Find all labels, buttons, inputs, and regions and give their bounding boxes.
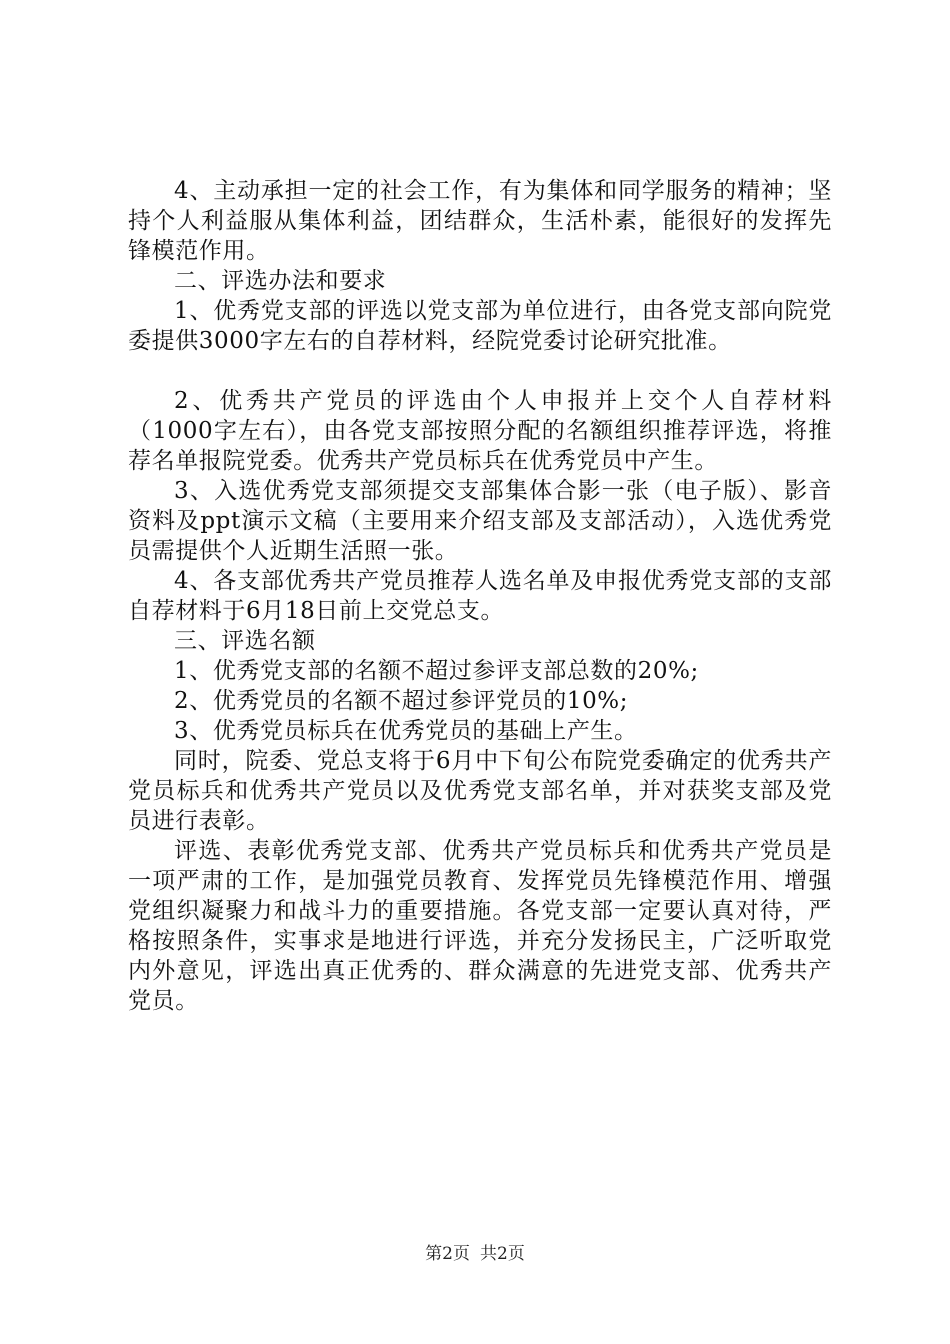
paragraph-item-4: 4、主动承担一定的社会工作，有为集体和同学服务的精神；坚持个人利益服从集体利益，团结群众，生活朴素，能很好的发挥先锋模范作用。 bbox=[128, 178, 832, 264]
paragraph-method-3: 3、入选优秀党支部须提交支部集体合影一张（电子版）、影音资料及ppt演示文稿（主要用来介绍支部及支部活动），入选优秀党员需提供个人近期生活照一张。 bbox=[128, 478, 832, 564]
page-footer bbox=[0, 1243, 950, 1265]
page-number: 第2页 bbox=[425, 1244, 470, 1264]
paragraph-conclusion: 评选、表彰优秀党支部、优秀共产党员标兵和优秀共产党员是一项严肃的工作，是加强党员教育、发挥党员先锋模范作用、增强党组织凝聚力和战斗力的重要措施。各党支部一定要认真对待，严格按照条件，实事求是地进行评选，并充分发扬民主，广泛听取党内外意见，评选出真正优秀的、群众满意的先进党支部、优秀共产党员。 bbox=[128, 838, 832, 1014]
document-body bbox=[128, 176, 832, 1016]
paragraph-method-1: 1、优秀党支部的评选以党支部为单位进行，由各党支部向院党委提供3000字左右的自荐材料，经院党委讨论研究批准。 bbox=[128, 298, 832, 354]
paragraph-quota-1: 1、优秀党支部的名额不超过参评支部总数的20%; bbox=[174, 658, 699, 684]
paragraph-quota-2: 2、优秀党员的名额不超过参评党员的10%; bbox=[174, 688, 629, 714]
section-heading-quota: 三、评选名额 bbox=[174, 628, 316, 654]
paragraph-quota-3: 3、优秀党员标兵在优秀党员的基础上产生。 bbox=[174, 718, 638, 744]
paragraph-method-4: 4、各支部优秀共产党员推荐人选名单及申报优秀党支部的支部自荐材料于6月18日前上交党总支。 bbox=[128, 568, 832, 624]
section-heading-selection-method: 二、评选办法和要求 bbox=[174, 268, 387, 294]
page-total: 共2页 bbox=[480, 1244, 525, 1264]
paragraph-method-2: 2、优秀共产党员的评选由个人申报并上交个人自荐材料（1000字左右），由各党支部按照分配的名额组织推荐评选，将推荐名单报院党委。优秀共产党员标兵在优秀党员中产生。 bbox=[128, 388, 832, 474]
paragraph-announcement: 同时，院委、党总支将于6月中下旬公布院党委确定的优秀共产党员标兵和优秀共产党员以及优秀党支部名单，并对获奖支部及党员进行表彰。 bbox=[128, 748, 832, 834]
